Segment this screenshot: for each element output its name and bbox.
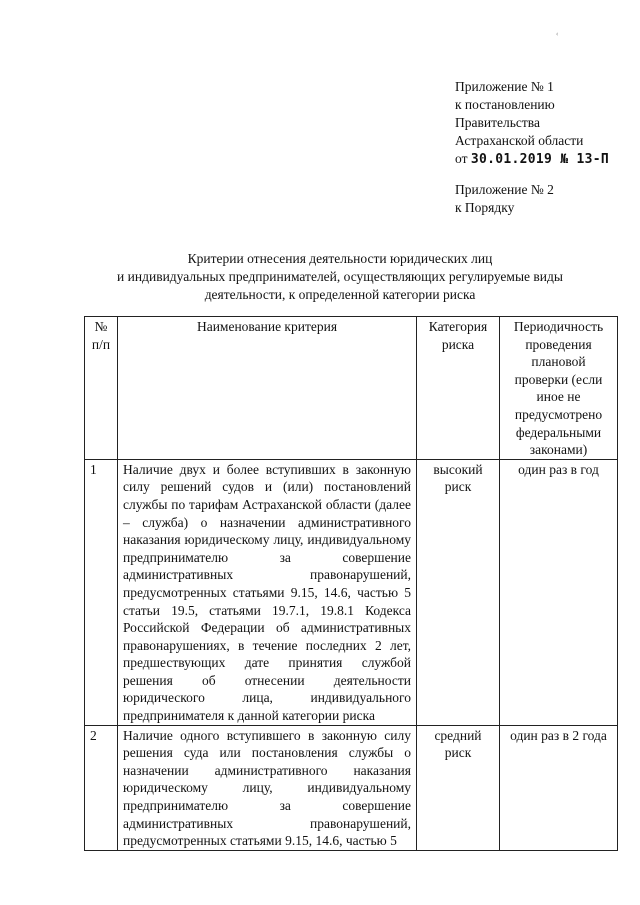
row1-category: высокий риск bbox=[417, 459, 500, 725]
appendix-main-block bbox=[455, 78, 609, 169]
table-row bbox=[85, 725, 618, 850]
row2-num: 2 bbox=[85, 725, 118, 850]
row2-category: средний риск bbox=[417, 725, 500, 850]
header-num: № п/п bbox=[85, 317, 118, 460]
appendix-main-line4: Астраханской области bbox=[455, 133, 584, 148]
row2-name: Наличие одного вступившего в законную силу решения суда или постановления службы о назначении административного наказания юридическому лицу, индивидуальному предпринимателю за совершение административных правонарушений, предусмотренных статьями 9.15, 14.6, частью 5 bbox=[118, 725, 417, 850]
row1-num: 1 bbox=[85, 459, 118, 725]
row1-name: Наличие двух и более вступивших в законную силу решений судов и (или) постановлений службы по тарифам Астраханской области (далее – служба) о назначении административного наказания юридическому лицу, индивидуальному предпринимателю за совершение административных правонарушений, предусмотренных статьями 9.15, 14.6, частью 5 статьи 19.5, статьями 19.7.1, 19.8.1 Кодекса Российской Федерации об административных правонарушениях, в течение последних 2 лет, предшествующих дате принятия службой решения об отнесении деятельности юридического лица, индивидуального предпринимателя к данной категории риска bbox=[118, 459, 417, 725]
row1-period: один раз в год bbox=[500, 459, 618, 725]
document-title bbox=[60, 250, 620, 304]
scan-speck: ‹ bbox=[556, 30, 559, 38]
appendix-main-line1: Приложение № 1 bbox=[455, 79, 554, 94]
title-line3: деятельности, к определенной категории риска bbox=[204, 287, 476, 302]
header-period: Периодичность проведения плановой проверки (если иное не предусмотрено федеральными законами) bbox=[500, 317, 618, 460]
appendix-date-handwritten: 30.01.2019 № 13-П bbox=[470, 152, 610, 167]
table-row bbox=[85, 459, 618, 725]
appendix-main-line5 bbox=[455, 150, 609, 169]
title-line1: Критерии отнесения деятельности юридических лиц bbox=[187, 251, 493, 266]
appendix-secondary-line1: Приложение № 2 bbox=[455, 182, 554, 197]
appendix-secondary-block bbox=[455, 181, 554, 217]
header-category: Категория риска bbox=[417, 317, 500, 460]
appendix-secondary-line2: к Порядку bbox=[455, 200, 515, 215]
criteria-table bbox=[84, 316, 618, 851]
appendix-main-line3: Правительства bbox=[455, 115, 540, 130]
appendix-main-line2: к постановлению bbox=[455, 97, 555, 112]
header-name: Наименование критерия bbox=[118, 317, 417, 460]
table-header-row bbox=[85, 317, 618, 460]
row2-period: один раз в 2 года bbox=[500, 725, 618, 850]
appendix-date-prefix: от bbox=[455, 151, 468, 166]
title-line2: и индивидуальных предпринимателей, осуществляющих регулируемые виды bbox=[117, 269, 563, 284]
